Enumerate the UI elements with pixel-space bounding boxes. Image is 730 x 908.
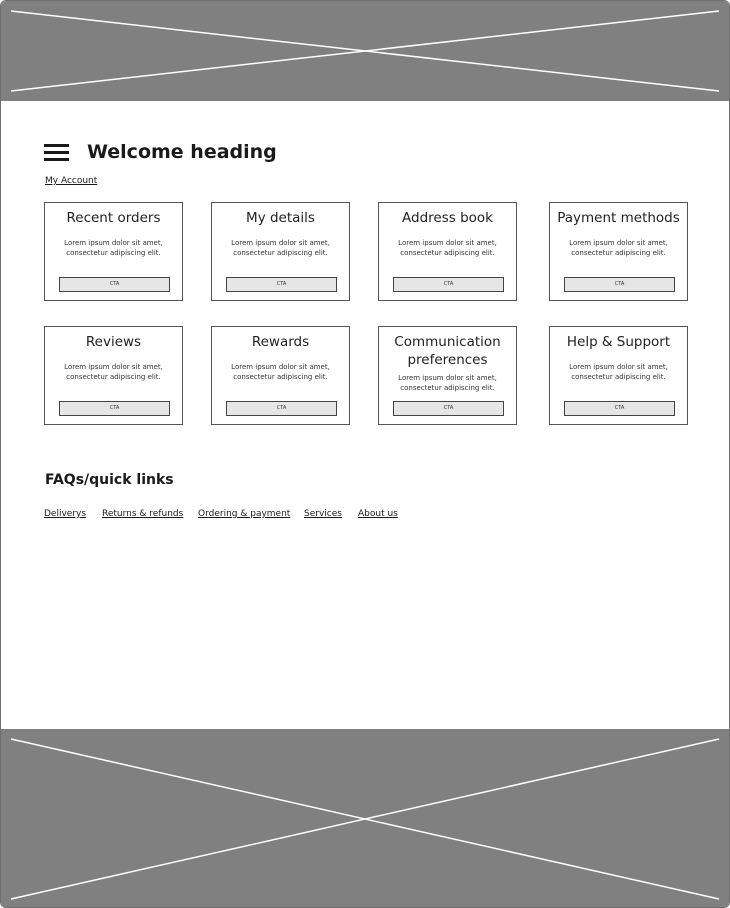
card-address-book — [378, 202, 517, 301]
card-description: Lorem ipsum dolor sit amet, consectetur adipiscing elit. — [398, 239, 497, 257]
card-rewards — [211, 326, 350, 425]
card-title: Communication preferences — [394, 334, 501, 368]
cta-button[interactable]: CTA — [393, 401, 504, 416]
card-description: Lorem ipsum dolor sit amet, consectetur adipiscing elit. — [231, 363, 330, 381]
card-title: Recent orders — [66, 210, 161, 226]
card-my-details — [211, 202, 350, 301]
card-title: Rewards — [251, 334, 310, 350]
card-title: Address book — [402, 210, 493, 226]
cta-button[interactable]: CTA — [59, 277, 170, 292]
faq-link-deliverys[interactable]: Deliverys — [44, 509, 87, 519]
faq-link-services[interactable]: Services — [304, 509, 342, 519]
footer-image-placeholder — [1, 729, 729, 907]
card-communication-preferences — [378, 326, 517, 425]
faq-link-ordering-payment[interactable]: Ordering & payment — [198, 509, 291, 519]
breadcrumb-my-account[interactable]: My Account — [45, 176, 98, 186]
card-recent-orders — [44, 202, 183, 301]
menu-bar — [44, 151, 69, 154]
menu-bar — [44, 144, 69, 147]
cta-button[interactable]: CTA — [564, 277, 675, 292]
card-title: Help & Support — [566, 334, 671, 350]
card-title: My details — [246, 210, 315, 226]
card-description: Lorem ipsum dolor sit amet, consectetur adipiscing elit. — [569, 239, 668, 257]
cta-button[interactable]: CTA — [59, 401, 170, 416]
card-reviews — [44, 326, 183, 425]
cta-button[interactable]: CTA — [226, 277, 337, 292]
card-title: Payment methods — [557, 210, 680, 226]
image-placeholder-icon — [1, 1, 729, 101]
card-description: Lorem ipsum dolor sit amet, consectetur adipiscing elit. — [398, 374, 497, 392]
image-placeholder-icon — [1, 729, 729, 907]
faq-heading: FAQs/quick links — [45, 472, 174, 488]
card-description: Lorem ipsum dolor sit amet, consectetur adipiscing elit. — [64, 239, 163, 257]
card-help-support — [549, 326, 688, 425]
card-description: Lorem ipsum dolor sit amet, consectetur adipiscing elit. — [569, 363, 668, 381]
header-image-placeholder — [1, 1, 729, 101]
cta-button[interactable]: CTA — [393, 277, 504, 292]
hamburger-menu-icon[interactable] — [44, 144, 69, 161]
card-payment-methods — [549, 202, 688, 301]
card-description: Lorem ipsum dolor sit amet, consectetur adipiscing elit. — [64, 363, 163, 381]
cta-button[interactable]: CTA — [564, 401, 675, 416]
cta-button[interactable]: CTA — [226, 401, 337, 416]
faq-link-returns-refunds[interactable]: Returns & refunds — [102, 509, 184, 519]
faq-link-about-us[interactable]: About us — [358, 509, 398, 519]
card-title: Reviews — [85, 334, 142, 350]
page-title: Welcome heading — [87, 141, 277, 163]
menu-bar — [44, 158, 69, 161]
card-description: Lorem ipsum dolor sit amet, consectetur adipiscing elit. — [231, 239, 330, 257]
